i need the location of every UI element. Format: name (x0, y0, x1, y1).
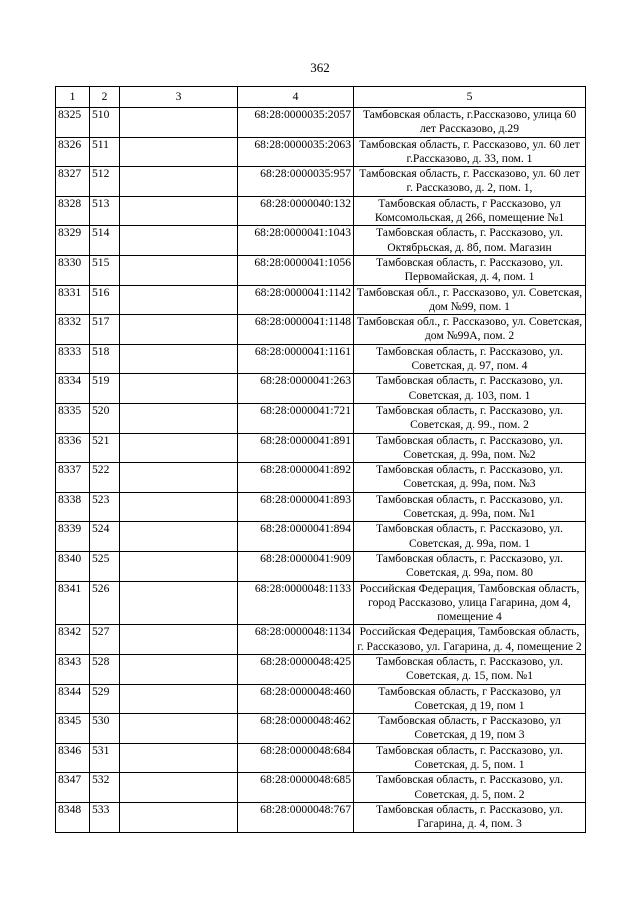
row-number-cell: 8328 (56, 196, 90, 226)
address-cell: Тамбовская область, г Рассказово, ул Советская, д 19, пом 3 (354, 714, 586, 744)
empty-cell (120, 374, 238, 404)
row-number-cell: 8344 (56, 684, 90, 714)
row-number-cell: 8334 (56, 374, 90, 404)
row-index-cell: 521 (90, 433, 120, 463)
address-cell: Тамбовская область, г. Рассказово, ул. Советская, д. 99., пом. 2 (354, 403, 586, 433)
empty-cell (120, 226, 238, 256)
table-row (56, 196, 586, 226)
row-index-cell: 515 (90, 255, 120, 285)
row-number-cell: 8341 (56, 581, 90, 625)
row-number-cell: 8346 (56, 743, 90, 773)
table-row (56, 167, 586, 197)
table-row (56, 773, 586, 803)
row-index-cell: 528 (90, 654, 120, 684)
empty-cell (120, 344, 238, 374)
table-row (56, 344, 586, 374)
row-index-cell: 518 (90, 344, 120, 374)
table-row (56, 581, 586, 625)
empty-cell (120, 522, 238, 552)
address-cell: Тамбовская область, г. Рассказово, ул. Советская, д. 5, пом. 1 (354, 743, 586, 773)
empty-cell (120, 684, 238, 714)
row-number-cell: 8335 (56, 403, 90, 433)
empty-cell (120, 492, 238, 522)
row-number-cell: 8337 (56, 463, 90, 493)
address-cell: Тамбовская область, г. Рассказово, ул. Советская, д. 15, пом. №1 (354, 654, 586, 684)
row-index-cell: 527 (90, 625, 120, 655)
table-row (56, 433, 586, 463)
table-row (56, 522, 586, 552)
cadastral-number-cell: 68:28:0000041:1161 (238, 344, 354, 374)
cadastral-number-cell: 68:28:0000048:460 (238, 684, 354, 714)
row-number-cell: 8336 (56, 433, 90, 463)
row-index-cell: 519 (90, 374, 120, 404)
header-cell-3: 3 (120, 87, 238, 108)
row-number-cell: 8343 (56, 654, 90, 684)
address-cell: Тамбовская область, г. Рассказово, ул. Первомайская, д. 4, пом. 1 (354, 255, 586, 285)
address-cell: Тамбовская обл., г. Рассказово, ул. Советская, дом №99, пом. 1 (354, 285, 586, 315)
row-index-cell: 522 (90, 463, 120, 493)
row-index-cell: 511 (90, 137, 120, 167)
empty-cell (120, 108, 238, 138)
table-row (56, 802, 586, 832)
header-cell-4: 4 (238, 87, 354, 108)
row-index-cell: 531 (90, 743, 120, 773)
row-index-cell: 510 (90, 108, 120, 138)
row-index-cell: 525 (90, 551, 120, 581)
table-body (56, 108, 586, 833)
table-row (56, 285, 586, 315)
cadastral-number-cell: 68:28:0000048:1134 (238, 625, 354, 655)
row-index-cell: 516 (90, 285, 120, 315)
cadastral-number-cell: 68:28:0000035:2063 (238, 137, 354, 167)
cadastral-number-cell: 68:28:0000041:263 (238, 374, 354, 404)
row-number-cell: 8330 (56, 255, 90, 285)
address-cell: Тамбовская область, г.Рассказово, улица 60 лет Рассказово, д.29 (354, 108, 586, 138)
cadastral-number-cell: 68:28:0000048:462 (238, 714, 354, 744)
address-cell: Тамбовская область, г. Рассказово, ул. Советская, д. 99а, пом. 80 (354, 551, 586, 581)
cadastral-number-cell: 68:28:0000048:685 (238, 773, 354, 803)
row-index-cell: 517 (90, 315, 120, 345)
empty-cell (120, 714, 238, 744)
address-cell: Тамбовская область, г. Рассказово, ул. Советская, д. 5, пом. 2 (354, 773, 586, 803)
row-number-cell: 8329 (56, 226, 90, 256)
cadastral-number-cell: 68:28:0000041:894 (238, 522, 354, 552)
address-cell: Тамбовская область, г. Рассказово, ул. Советская, д. 99а, пом. №2 (354, 433, 586, 463)
address-cell: Тамбовская область, г. Рассказово, ул. Советская, д. 99а, пом. 1 (354, 522, 586, 552)
header-cell-1: 1 (56, 87, 90, 108)
address-cell: Тамбовская область, г. Рассказово, ул. 60 лет г. Рассказово, д. 2, пом. 1, (354, 167, 586, 197)
cadastral-number-cell: 68:28:0000041:1056 (238, 255, 354, 285)
cadastral-number-cell: 68:28:0000041:893 (238, 492, 354, 522)
cadastral-number-cell: 68:28:0000041:721 (238, 403, 354, 433)
address-cell: Тамбовская область, г Рассказово, ул Советская, д 19, пом 1 (354, 684, 586, 714)
cadastral-number-cell: 68:28:0000048:425 (238, 654, 354, 684)
row-index-cell: 514 (90, 226, 120, 256)
address-cell: Тамбовская область, г. Рассказово, ул. Советская, д. 97, пом. 4 (354, 344, 586, 374)
table-row (56, 684, 586, 714)
row-number-cell: 8327 (56, 167, 90, 197)
cadastral-number-cell: 68:28:0000040:132 (238, 196, 354, 226)
row-number-cell: 8348 (56, 802, 90, 832)
empty-cell (120, 315, 238, 345)
empty-cell (120, 403, 238, 433)
row-index-cell: 512 (90, 167, 120, 197)
table-row (56, 255, 586, 285)
empty-cell (120, 463, 238, 493)
empty-cell (120, 551, 238, 581)
cadastral-number-cell: 68:28:0000048:1133 (238, 581, 354, 625)
header-cell-2: 2 (90, 87, 120, 108)
row-number-cell: 8338 (56, 492, 90, 522)
address-cell: Тамбовская область, г. Рассказово, ул. 60 лет г.Рассказово, д. 33, пом. 1 (354, 137, 586, 167)
header-row (56, 87, 586, 108)
empty-cell (120, 654, 238, 684)
empty-cell (120, 167, 238, 197)
table-row (56, 374, 586, 404)
table-row (56, 403, 586, 433)
address-cell: Тамбовская область, г. Рассказово, ул. Гагарина, д. 4, пом. 3 (354, 802, 586, 832)
table-row (56, 492, 586, 522)
cadastral-number-cell: 68:28:0000041:1043 (238, 226, 354, 256)
table-row (56, 108, 586, 138)
address-cell: Тамбовская обл., г. Рассказово, ул. Советская, дом №99А, пом. 2 (354, 315, 586, 345)
registry-table (55, 86, 586, 833)
empty-cell (120, 433, 238, 463)
row-number-cell: 8326 (56, 137, 90, 167)
page-number: 362 (310, 60, 330, 75)
row-index-cell: 529 (90, 684, 120, 714)
row-index-cell: 513 (90, 196, 120, 226)
empty-cell (120, 255, 238, 285)
address-cell: Российская Федерация, Тамбовская область, г. Рассказово, ул. Гагарина, д. 4, помещение 2 (354, 625, 586, 655)
empty-cell (120, 285, 238, 315)
address-cell: Тамбовская область, г. Рассказово, ул. Октябрьская, д. 8б, пом. Магазин (354, 226, 586, 256)
table-row (56, 226, 586, 256)
cadastral-number-cell: 68:28:0000035:2057 (238, 108, 354, 138)
address-cell: Тамбовская область, г Рассказово, ул Комсомольская, д 266, помещение №1 (354, 196, 586, 226)
row-index-cell: 530 (90, 714, 120, 744)
row-number-cell: 8325 (56, 108, 90, 138)
empty-cell (120, 743, 238, 773)
row-number-cell: 8345 (56, 714, 90, 744)
address-cell: Тамбовская область, г. Рассказово, ул. Советская, д. 99а, пом. №1 (354, 492, 586, 522)
row-number-cell: 8333 (56, 344, 90, 374)
table-row (56, 743, 586, 773)
table-row (56, 714, 586, 744)
row-index-cell: 526 (90, 581, 120, 625)
row-index-cell: 520 (90, 403, 120, 433)
empty-cell (120, 581, 238, 625)
table-row (56, 463, 586, 493)
row-number-cell: 8339 (56, 522, 90, 552)
row-index-cell: 524 (90, 522, 120, 552)
cadastral-number-cell: 68:28:0000035:957 (238, 167, 354, 197)
cadastral-number-cell: 68:28:0000041:1142 (238, 285, 354, 315)
row-number-cell: 8332 (56, 315, 90, 345)
table-row (56, 137, 586, 167)
header-cell-5: 5 (354, 87, 586, 108)
table-row (56, 315, 586, 345)
empty-cell (120, 625, 238, 655)
address-cell: Тамбовская область, г. Рассказово, ул. Советская, д. 103, пом. 1 (354, 374, 586, 404)
row-index-cell: 532 (90, 773, 120, 803)
row-number-cell: 8340 (56, 551, 90, 581)
row-number-cell: 8331 (56, 285, 90, 315)
cadastral-number-cell: 68:28:0000041:891 (238, 433, 354, 463)
cadastral-number-cell: 68:28:0000048:767 (238, 802, 354, 832)
table-row (56, 625, 586, 655)
row-index-cell: 523 (90, 492, 120, 522)
row-number-cell: 8347 (56, 773, 90, 803)
row-number-cell: 8342 (56, 625, 90, 655)
row-index-cell: 533 (90, 802, 120, 832)
cadastral-number-cell: 68:28:0000041:1148 (238, 315, 354, 345)
table-row (56, 551, 586, 581)
cadastral-number-cell: 68:28:0000048:684 (238, 743, 354, 773)
empty-cell (120, 802, 238, 832)
table-row (56, 654, 586, 684)
address-cell: Российская Федерация, Тамбовская область, город Рассказово, улица Гагарина, дом 4, помещение 4 (354, 581, 586, 625)
address-cell: Тамбовская область, г. Рассказово, ул. Советская, д. 99а, пом. №3 (354, 463, 586, 493)
empty-cell (120, 196, 238, 226)
cadastral-number-cell: 68:28:0000041:909 (238, 551, 354, 581)
empty-cell (120, 137, 238, 167)
empty-cell (120, 773, 238, 803)
cadastral-number-cell: 68:28:0000041:892 (238, 463, 354, 493)
